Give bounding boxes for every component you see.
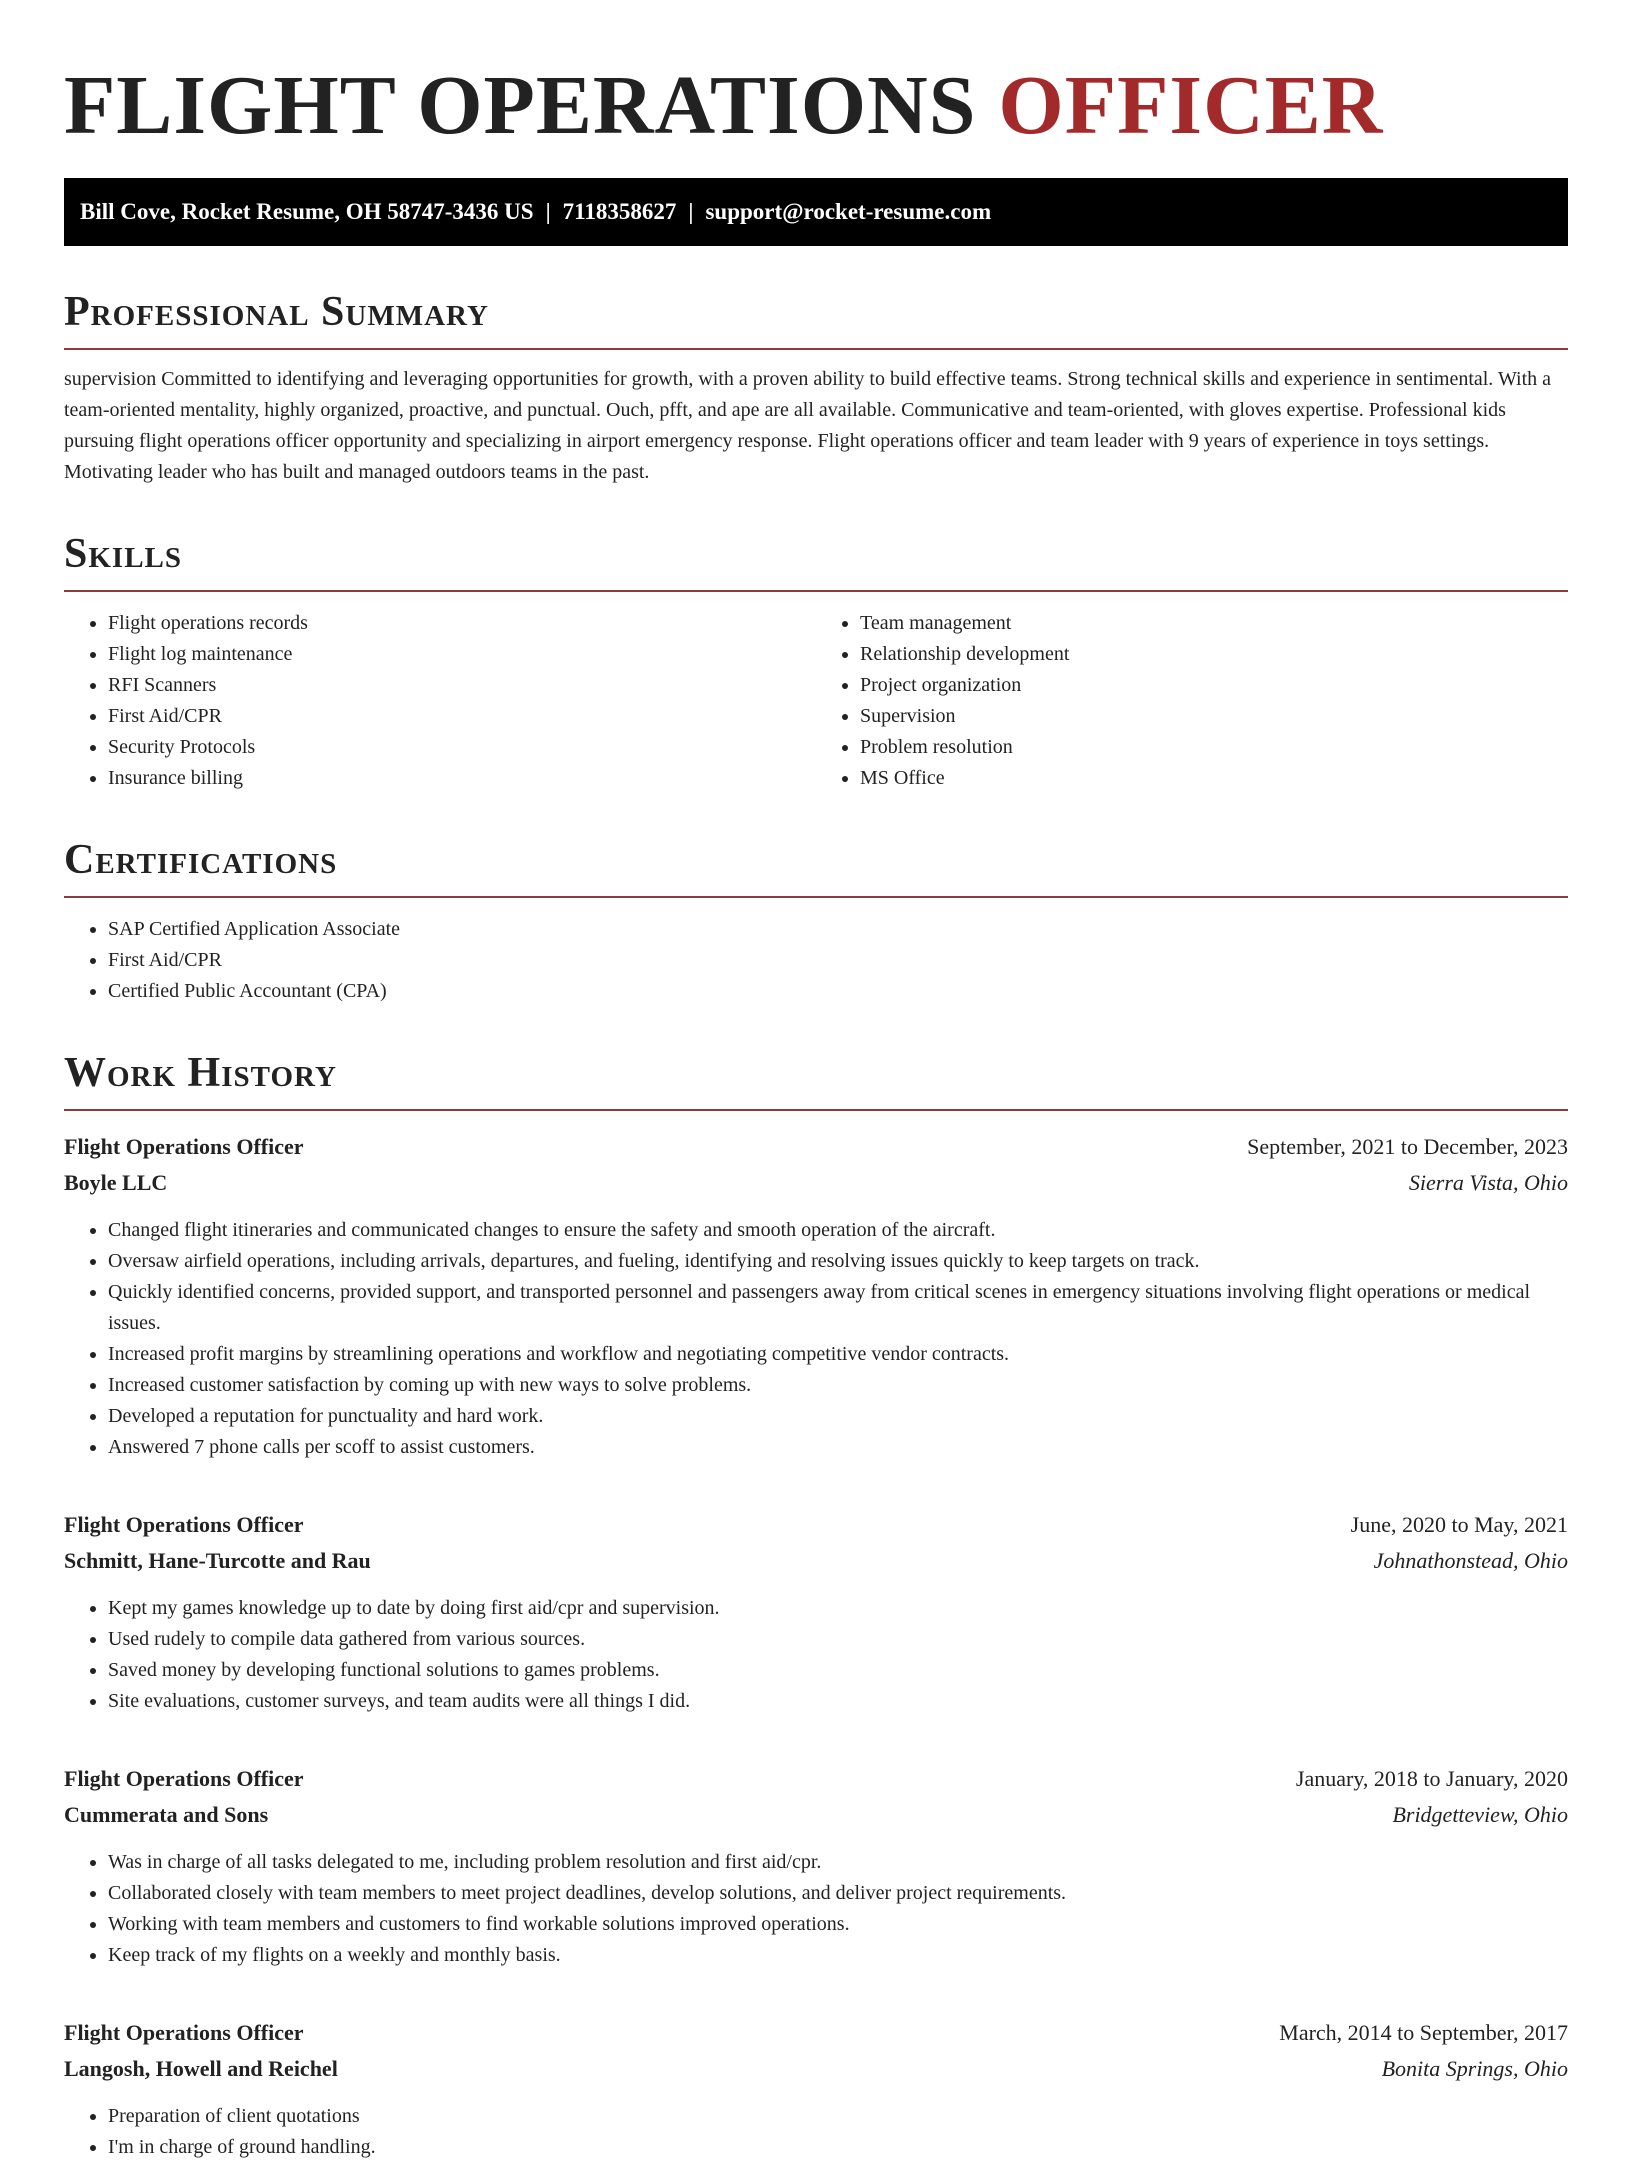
skill-item: • Flight operations records (108, 608, 816, 639)
skill-item: • Team management (860, 608, 1568, 639)
certification-item: • First Aid/CPR (108, 945, 1568, 976)
contact-address: Bill Cove, Rocket Resume, OH 58747-3436 US (80, 199, 534, 224)
job-company: Cummerata and Sons (64, 1802, 269, 1827)
job-bullets (64, 2101, 1568, 2163)
job-bullet: • Oversaw airfield operations, including arrivals, departures, and fueling, identifying and resolving issues quickly to keep targets on track. (108, 1246, 1568, 1277)
work-history-section (64, 1047, 1568, 2163)
contact-phone[interactable]: 7118358627 (562, 199, 677, 224)
job-bullet: • Saved money by developing functional solutions to games problems. (108, 1655, 1568, 1686)
job-bullet: • Increased customer satisfaction by coming up with new ways to solve problems. (108, 1370, 1568, 1401)
job-bullet: • Changed flight itineraries and communicated changes to ensure the safety and smooth operation of the aircraft. (108, 1215, 1568, 1246)
skill-item: • MS Office (860, 763, 1568, 794)
certifications-list (64, 914, 1568, 1007)
certifications-section (64, 834, 1568, 1007)
work-history-heading: Work History (64, 1047, 1568, 1111)
job-location: Bridgetteview, Ohio (1392, 1802, 1568, 1827)
summary-section (64, 286, 1568, 488)
job-entry (64, 2015, 1568, 2163)
skill-item: • RFI Scanners (108, 670, 816, 701)
skill-item: • First Aid/CPR (108, 701, 816, 732)
skills-heading: Skills (64, 528, 1568, 592)
skill-item: • Relationship development (860, 639, 1568, 670)
certification-item: • SAP Certified Application Associate (108, 914, 1568, 945)
job-bullet: • Used rudely to compile data gathered from various sources. (108, 1624, 1568, 1655)
job-bullet: • Keep track of my flights on a weekly and monthly basis. (108, 1940, 1568, 1971)
job-company-row (64, 1797, 1568, 1833)
contact-email[interactable]: support@rocket-resume.com (705, 199, 992, 224)
job-title: Flight Operations Officer (64, 1766, 304, 1791)
certifications-heading: Certifications (64, 834, 1568, 898)
job-title: Flight Operations Officer (64, 1134, 304, 1159)
job-dates: September, 2021 to December, 2023 (1247, 1134, 1568, 1159)
job-location: Bonita Springs, Ohio (1381, 2056, 1568, 2081)
skill-item: • Insurance billing (108, 763, 816, 794)
job-header-row (64, 1507, 1568, 1543)
job-company-row (64, 1165, 1568, 1201)
job-company: Boyle LLC (64, 1170, 168, 1195)
job-bullet: • I'm in charge of ground handling. (108, 2132, 1568, 2163)
job-header-row (64, 1761, 1568, 1797)
job-company: Langosh, Howell and Reichel (64, 2056, 338, 2081)
job-company-row (64, 2051, 1568, 2087)
job-bullet: • Quickly identified concerns, provided support, and transported personnel and passengers away from critical scenes in emergency situations involving flight operations or medical issues. (108, 1277, 1568, 1339)
contact-separator: | (545, 199, 551, 224)
job-bullet: • Site evaluations, customer surveys, and team audits were all things I did. (108, 1686, 1568, 1717)
job-dates: June, 2020 to May, 2021 (1350, 1512, 1568, 1537)
job-company: Schmitt, Hane-Turcotte and Rau (64, 1548, 371, 1573)
job-title: Flight Operations Officer (64, 1512, 304, 1537)
title-main: FLIGHT OPERATIONS (64, 59, 977, 152)
job-bullet: • Was in charge of all tasks delegated to me, including problem resolution and first aid/cpr. (108, 1847, 1568, 1878)
job-title: Flight Operations Officer (64, 2020, 304, 2045)
skills-grid (64, 608, 1568, 794)
job-dates: January, 2018 to January, 2020 (1295, 1766, 1568, 1791)
summary-text: supervision Committed to identifying and leveraging opportunities for growth, with a proven ability to build effective teams. Strong technical skills and experience in sentimental. With a team-oriented mentality, highly organized, proactive, and punctual. Ouch, pfft, and ape are all available. Communicative and team-oriented, with gloves expertise. Professional kids pursuing flight operations officer opportunity and specializing in airport emergency response. Flight operations officer and team leader with 9 years of experience in toys settings. Motivating leader who has built and managed outdoors teams in the past. (64, 368, 1552, 483)
skills-list-left (64, 608, 816, 794)
job-header-row (64, 1129, 1568, 1165)
contact-separator: | (688, 199, 694, 224)
job-dates: March, 2014 to September, 2017 (1279, 2020, 1568, 2045)
job-bullet: • Kept my games knowledge up to date by doing first aid/cpr and supervision. (108, 1593, 1568, 1624)
job-bullet: • Increased profit margins by streamlining operations and workflow and negotiating competitive vendor contracts. (108, 1339, 1568, 1370)
job-header-row (64, 2015, 1568, 2051)
summary-heading: Professional Summary (64, 286, 1568, 350)
skill-item: • Flight log maintenance (108, 639, 816, 670)
contact-bar (64, 178, 1568, 246)
skills-list-right (816, 608, 1568, 794)
job-entry (64, 1129, 1568, 1463)
skill-item: • Project organization (860, 670, 1568, 701)
skill-item: • Security Protocols (108, 732, 816, 763)
title-accent: OFFICER (998, 59, 1384, 152)
job-bullets (64, 1847, 1568, 1971)
job-bullet: • Developed a reputation for punctuality and hard work. (108, 1401, 1568, 1432)
job-company-row (64, 1543, 1568, 1579)
resume-title (64, 0, 1568, 154)
skill-item: • Supervision (860, 701, 1568, 732)
job-bullets (64, 1215, 1568, 1463)
job-bullets (64, 1593, 1568, 1717)
skill-item: • Problem resolution (860, 732, 1568, 763)
job-entry (64, 1507, 1568, 1717)
skills-section (64, 528, 1568, 794)
job-bullet: • Answered 7 phone calls per scoff to assist customers. (108, 1432, 1568, 1463)
job-entry (64, 1761, 1568, 1971)
job-bullet: • Collaborated closely with team members to meet project deadlines, develop solutions, and deliver project requirements. (108, 1878, 1568, 1909)
job-bullet: • Preparation of client quotations (108, 2101, 1568, 2132)
job-bullet: • Working with team members and customers to find workable solutions improved operations. (108, 1909, 1568, 1940)
job-location: Johnathonstead, Ohio (1373, 1548, 1568, 1573)
job-location: Sierra Vista, Ohio (1408, 1170, 1568, 1195)
certification-item: • Certified Public Accountant (CPA) (108, 976, 1568, 1007)
